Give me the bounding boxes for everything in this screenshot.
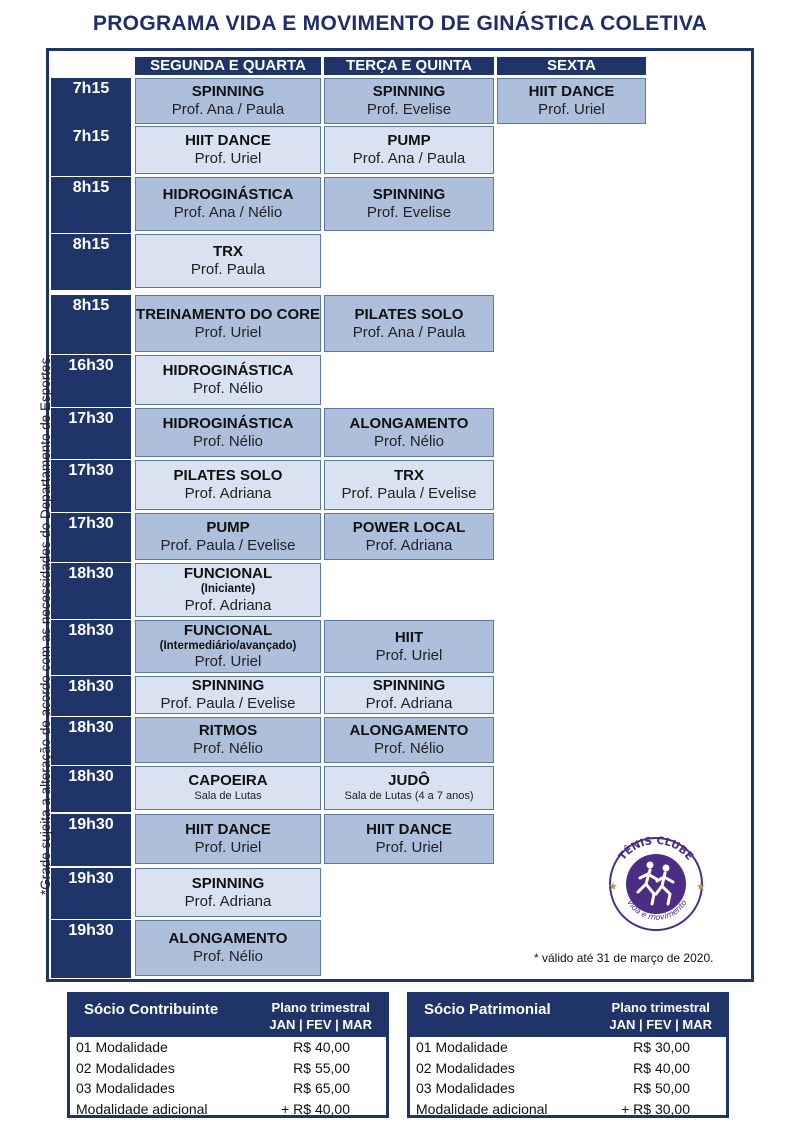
class-name: HIIT DANCE [185,132,271,149]
price-label: 02 Modalidades [76,1059,175,1076]
page-title: PROGRAMA VIDA E MOVIMENTO DE GINÁSTICA COLETIVA [92,12,708,35]
class-level: (Intermediário/avançado) [159,639,297,652]
plan-months: JAN | FEV | MAR [609,1017,712,1032]
time-slot: 16h30 [51,355,131,407]
class-instructor: Prof. Evelise [366,101,452,118]
class-cell-terqui [324,676,494,714]
svg-text:★: ★ [608,880,618,893]
time-slot: 7h15 [51,126,131,176]
class-cell-terqui [324,460,494,510]
class-instructor: Prof. Uriel [538,101,605,118]
class-name: SPINNING [191,83,265,100]
day-header-terca-quinta: TERÇA E QUINTA [324,57,494,75]
price-row [70,1058,386,1079]
class-name: TRX [213,243,243,260]
pricing-title: Sócio Contribuinte [84,1001,219,1018]
side-note: *Grade sujeita a alteração de acordo com as necessidades do Departamento de Esportes. [38,353,53,895]
price-value: R$ 40,00 [633,1059,690,1076]
class-name: ALONGAMENTO [349,722,469,739]
class-level: (Iniciante) [200,583,256,596]
club-logo [600,828,712,940]
class-name: FUNCIONAL [183,565,273,583]
price-row [70,1099,386,1120]
class-cell-terqui [324,295,494,352]
pricing-plan [269,999,372,1033]
pricing-socio-patrimonial [407,992,729,1118]
class-instructor: Prof. Adriana [184,596,272,614]
class-cell-segqua [135,177,321,231]
class-instructor: Prof. Nélio [192,380,264,397]
class-cell-segqua [135,868,321,917]
svg-text:TÊNIS CLUBE: TÊNIS CLUBE [616,834,696,863]
price-label: Modalidade adicional [416,1100,548,1117]
time-slot: 19h30 [51,814,131,866]
price-label: Modalidade adicional [76,1100,208,1117]
class-instructor: Prof. Adriana [184,485,272,502]
price-label: 03 Modalidades [76,1080,175,1096]
class-cell-segqua [135,717,321,763]
plan-label: Plano trimestral [271,1000,370,1015]
class-cell-sexta [497,78,646,124]
class-cell-segqua [135,460,321,510]
class-name: JUDÔ [388,772,430,790]
time-slot: 7h15 [51,78,131,126]
time-slot: 19h30 [51,868,131,919]
price-value: + R$ 30,00 [621,1100,690,1117]
class-cell-terqui [324,408,494,457]
plan-months: JAN | FEV | MAR [269,1017,372,1032]
price-row [70,1037,386,1058]
class-cell-segqua [135,408,321,457]
class-cell-segqua [135,563,321,617]
class-instructor: Prof. Paula / Evelise [341,485,477,502]
class-cell-segqua [135,814,321,864]
class-instructor: Prof. Nélio [192,740,264,757]
class-cell-segqua [135,676,321,714]
pricing-socio-contribuinte [67,992,389,1118]
time-slot: 17h30 [51,513,131,562]
class-instructor: Prof. Nélio [192,432,264,450]
class-name: HIIT DANCE [185,821,271,838]
svg-text:★: ★ [696,880,706,893]
class-name: FUNCIONAL [183,621,273,639]
class-name: TREINAMENTO DO CORE [136,305,320,323]
pricing-title: Sócio Patrimonial [424,1001,551,1018]
class-instructor: Prof. Uriel [375,646,443,664]
price-label: 01 Modalidade [416,1039,508,1055]
class-name: HIDROGINÁSTICA [162,362,294,379]
time-slot: 8h15 [51,234,131,290]
class-name: SPINNING [191,874,265,892]
class-cell-terqui [324,78,494,124]
class-cell-terqui [324,717,494,763]
price-row [70,1078,386,1099]
price-value: + R$ 40,00 [281,1100,350,1117]
class-instructor: Sala de Lutas (4 a 7 anos) [344,790,474,803]
class-name: HIIT DANCE [366,821,452,838]
price-value: R$ 55,00 [293,1059,350,1076]
class-instructor: Prof. Uriel [194,323,262,341]
class-cell-terqui [324,513,494,560]
time-slot: 17h30 [51,408,131,459]
class-name: SPINNING [372,83,446,100]
class-cell-segqua [135,513,321,560]
class-name: HIDROGINÁSTICA [162,414,294,432]
class-name: CAPOEIRA [188,772,268,790]
class-name: RITMOS [198,722,258,739]
class-cell-segqua [135,766,321,810]
time-slot: 19h30 [51,920,131,978]
class-name: SPINNING [372,677,446,694]
time-slot: 18h30 [51,676,131,716]
price-row [410,1078,726,1099]
class-name: PILATES SOLO [354,305,464,323]
price-label: 01 Modalidade [76,1039,168,1055]
price-value: R$ 50,00 [633,1080,690,1096]
class-name: SPINNING [372,186,446,203]
valid-note: * válido até 31 de março de 2020. [534,951,714,965]
time-slot: 8h15 [51,295,131,354]
class-cell-segqua [135,620,321,673]
time-slot: 17h30 [51,460,131,512]
class-instructor: Prof. Paula / Evelise [160,536,296,554]
class-instructor: Prof. Uriel [194,839,262,856]
price-value: R$ 65,00 [293,1080,350,1096]
class-name: HIDROGINÁSTICA [162,186,294,203]
class-cell-terqui [324,126,494,174]
svg-text:vida e movimento: vida e movimento [625,898,689,922]
class-cell-terqui [324,620,494,673]
class-name: SPINNING [191,677,265,694]
class-instructor: Prof. Uriel [375,839,443,856]
price-label: 03 Modalidades [416,1080,515,1096]
class-cell-segqua [135,355,321,405]
pricing-header [410,995,726,1037]
time-slot: 18h30 [51,766,131,812]
running-figures-icon [600,828,712,940]
price-value: R$ 40,00 [293,1039,350,1055]
class-instructor: Prof. Paula / Evelise [160,695,296,712]
day-header-segunda-quarta: SEGUNDA E QUARTA [135,57,321,75]
time-slot: 8h15 [51,177,131,233]
class-name: PUMP [206,518,250,536]
price-value: R$ 30,00 [633,1039,690,1055]
class-cell-segqua [135,234,321,288]
class-instructor: Prof. Uriel [194,150,262,167]
class-cell-segqua [135,126,321,174]
class-name: PILATES SOLO [173,467,283,484]
price-row [410,1037,726,1058]
class-instructor: Prof. Ana / Nélio [173,204,283,221]
time-slot: 18h30 [51,563,131,619]
class-instructor: Prof. Nélio [373,432,445,450]
pricing-header [70,995,386,1037]
pricing-plan [609,999,712,1033]
price-label: 02 Modalidades [416,1059,515,1076]
class-instructor: Prof. Paula [190,261,266,278]
day-header-sexta: SEXTA [497,57,646,75]
class-name: HIIT DANCE [528,83,615,100]
class-cell-terqui [324,177,494,231]
class-cell-terqui [324,814,494,864]
class-cell-terqui [324,766,494,810]
time-slot: 18h30 [51,717,131,765]
price-row [410,1058,726,1079]
class-instructor: Prof. Ana / Paula [352,323,466,341]
class-name: PUMP [387,132,431,149]
class-name: POWER LOCAL [352,518,466,536]
class-instructor: Prof. Adriana [184,892,272,910]
class-name: TRX [394,467,424,484]
class-name: ALONGAMENTO [168,930,288,947]
class-instructor: Prof. Uriel [194,653,262,671]
class-cell-segqua [135,78,321,124]
class-instructor: Prof. Evelise [366,204,452,221]
plan-label: Plano trimestral [611,1000,710,1015]
class-instructor: Sala de Lutas [194,790,262,803]
time-slot: 18h30 [51,620,131,675]
class-instructor: Prof. Ana / Paula [171,101,285,118]
class-instructor: Prof. Adriana [365,695,453,712]
class-name: HIIT [394,628,424,646]
price-row [410,1099,726,1120]
class-instructor: Prof. Ana / Paula [352,150,466,167]
class-instructor: Prof. Nélio [373,740,445,757]
class-instructor: Prof. Nélio [192,948,264,965]
class-cell-segqua [135,920,321,976]
class-name: ALONGAMENTO [349,414,469,432]
class-instructor: Prof. Adriana [365,536,453,554]
class-cell-segqua [135,295,321,352]
